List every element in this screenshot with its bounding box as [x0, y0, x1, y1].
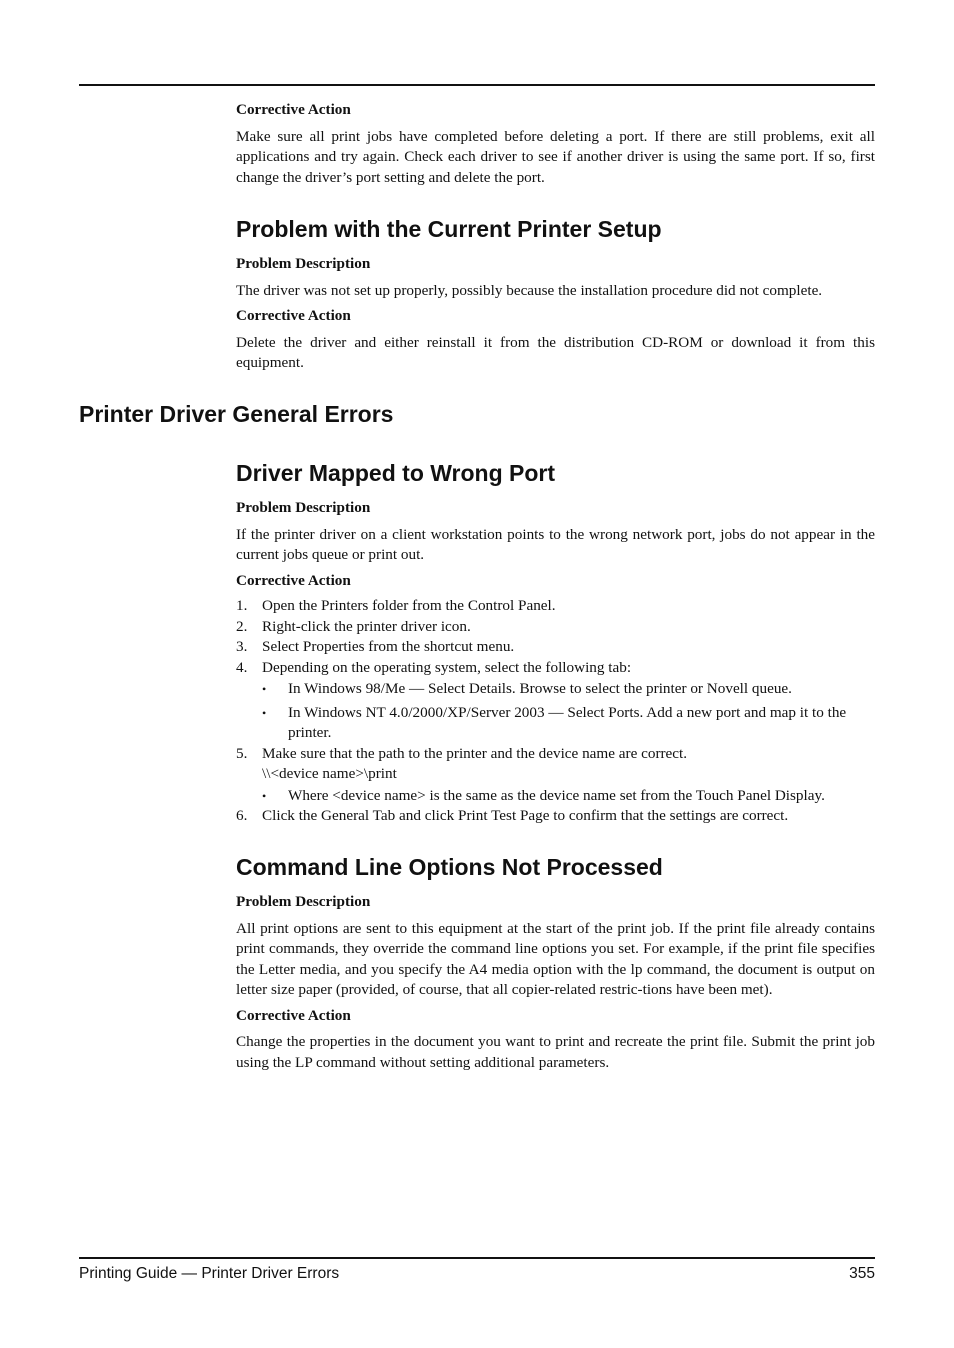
- problem-description-label: Problem Description: [236, 893, 371, 910]
- page-number: 355: [849, 1265, 875, 1282]
- step-text: Depending on the operating system, select the following tab:: [262, 658, 632, 676]
- step-text: Make sure that the path to the printer and the device name are correct.: [262, 744, 688, 762]
- step-number: 4.: [236, 658, 248, 676]
- device-path: [236, 764, 875, 785]
- footer-rule: [79, 1257, 875, 1259]
- bullet-icon: •: [262, 705, 267, 720]
- port-corrective-block: [236, 100, 875, 188]
- list-item: [236, 744, 875, 765]
- bullet-item: [236, 703, 875, 744]
- steps-list: [236, 596, 875, 827]
- bullet-text: In Windows NT 4.0/2000/XP/Server 2003 — Select Ports. Add a new port and map it to the printer.: [288, 703, 847, 741]
- bullet-icon: •: [262, 682, 267, 696]
- corrective-action-text: Make sure all print jobs have completed before deleting a port. If there are still problems, exit all applications and try again. Check each driver to see if another driver is using the same port. If so, first change the driver’s port setting and delete the port.: [236, 127, 875, 186]
- command-line-block: [236, 892, 875, 1073]
- bullet-icon: •: [262, 788, 267, 803]
- corrective-action-label: Corrective Action: [236, 1006, 351, 1024]
- problem-description-text: If the printer driver on a client workstation points to the wrong network port, jobs do not appear in the current jobs queue or print out.: [236, 525, 875, 563]
- corrective-action-label: Corrective Action: [236, 101, 351, 118]
- step-number: 6.: [236, 807, 248, 824]
- problem-description-label: Problem Description: [236, 499, 371, 516]
- footer-title: Printing Guide — Printer Driver Errors: [79, 1265, 340, 1282]
- problem-description-label: Problem Description: [236, 255, 371, 272]
- bullet-item: [236, 679, 875, 700]
- device-path-text: \\<device name>\print: [262, 765, 397, 782]
- list-item: [236, 658, 875, 679]
- corrective-action-label: Corrective Action: [236, 571, 351, 589]
- wrong-port-desc-block: [236, 498, 875, 591]
- corrective-action-text: Delete the driver and either reinstall it from the distribution CD-ROM or download it from this equipment.: [236, 333, 875, 371]
- step-text: Right-click the printer driver icon.: [262, 617, 471, 635]
- step-number: 1.: [236, 597, 248, 614]
- list-item: [236, 637, 875, 658]
- chapter-heading: Printer Driver General Errors: [79, 401, 394, 427]
- problem-description-text: All print options are sent to this equipment at the start of the print job. If the print file already contains print commands, they override the command line options you set. For example, if the print file specifies the Letter media, and you specify the A4 media option with the lp command, the document is output on letter size paper (provided, of course, that all copier-related restric-tions have been met).: [236, 919, 875, 998]
- step-text: Select Properties from the shortcut menu.: [262, 638, 515, 655]
- step-number: 5.: [236, 744, 248, 762]
- bullet-text: In Windows 98/Me — Select Details. Browse to select the printer or Novell queue.: [288, 680, 792, 697]
- section-heading-printer-setup: Problem with the Current Printer Setup: [236, 216, 662, 242]
- printer-setup-block: [236, 254, 875, 374]
- section-heading-command-line: Command Line Options Not Processed: [236, 854, 663, 880]
- step-number: 3.: [236, 638, 248, 655]
- problem-description-text: The driver was not set up properly, possibly because the installation procedure did not complete.: [236, 281, 823, 299]
- step-number: 2.: [236, 617, 248, 635]
- header-rule: [79, 84, 875, 86]
- section-heading-wrong-port: Driver Mapped to Wrong Port: [236, 460, 556, 486]
- bullet-text: Where <device name> is the same as the device name set from the Touch Panel Display.: [288, 786, 825, 804]
- bullet-item: [236, 786, 875, 807]
- list-item: [236, 617, 875, 638]
- list-item: [236, 596, 875, 617]
- corrective-action-text: Change the properties in the document you want to print and recreate the print file. Submit the print job using the LP command without setting additional parameters.: [236, 1033, 875, 1071]
- step-text: Click the General Tab and click Print Test Page to confirm that the settings are correct.: [262, 807, 789, 824]
- corrective-action-label: Corrective Action: [236, 307, 351, 324]
- step-text: Open the Printers folder from the Control Panel.: [262, 597, 556, 614]
- list-item: [236, 806, 875, 827]
